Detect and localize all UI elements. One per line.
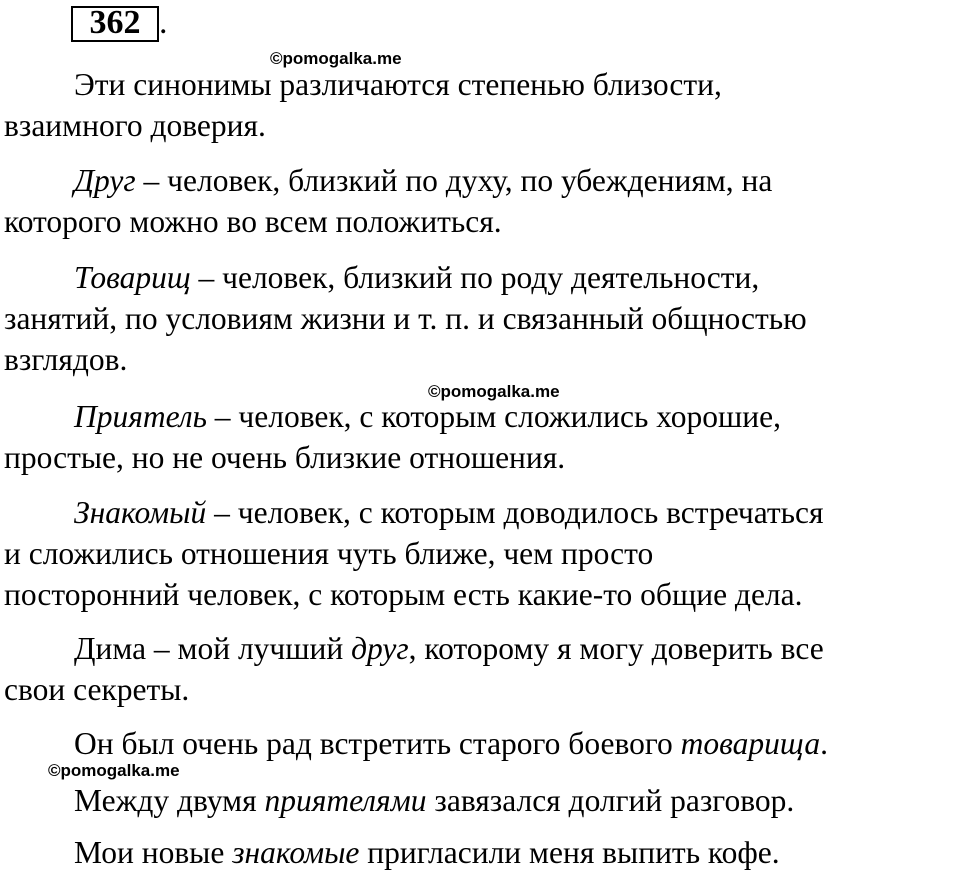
paragraph-drug bbox=[4, 160, 959, 242]
example-word-znakomyi: знакомые bbox=[232, 835, 360, 870]
exercise-number-box bbox=[71, 6, 159, 42]
definition-text: – человек, близкий по духу, по убеждениям, на которого можно во всем положиться. bbox=[4, 163, 773, 239]
paragraph-intro bbox=[4, 64, 959, 146]
definition-text: – человек, близкий по роду деятельности, занятий, по условиям жизни и т. п. и связанный общностью взглядов. bbox=[4, 260, 807, 377]
term-priyatel: Приятель bbox=[74, 399, 207, 434]
sentence-text: Мои новые bbox=[74, 835, 233, 870]
watermark: ©pomogalka.me bbox=[270, 49, 402, 68]
exercise-number: 362 bbox=[89, 4, 141, 41]
example-sentence-drug bbox=[4, 628, 959, 710]
paragraph-tovarishch bbox=[4, 257, 959, 380]
example-word-priyatel: приятелями bbox=[264, 783, 427, 818]
watermark: ©pomogalka.me bbox=[48, 761, 180, 780]
watermark: ©pomogalka.me bbox=[428, 382, 560, 401]
sentence-text: пригласили меня выпить кофе. bbox=[359, 835, 780, 870]
example-word-drug: друг bbox=[351, 631, 409, 666]
sentence-text: Между двумя bbox=[74, 783, 265, 818]
sentence-text: . bbox=[820, 726, 829, 761]
definition-text: – человек, с которым доводилось встречаться и сложились отношения чуть ближе, чем просто посторонний человек, с которым есть какие-то общие дела. bbox=[4, 495, 824, 612]
term-drug: Друг bbox=[74, 163, 136, 198]
sentence-text: , которому я могу доверить все свои секреты. bbox=[4, 631, 824, 707]
term-znakomyi: Знакомый bbox=[74, 495, 207, 530]
paragraph-text: Эти синонимы различаются степенью близости, взаимного доверия. bbox=[4, 67, 722, 143]
example-sentence-tovarishch bbox=[4, 723, 959, 764]
paragraph-priyatel bbox=[4, 396, 959, 478]
sentence-text: завязался долгий разговор. bbox=[426, 783, 795, 818]
example-sentence-znakomyi bbox=[4, 832, 959, 873]
sentence-text: Дима – мой лучший bbox=[74, 631, 352, 666]
term-tovarishch: Товарищ bbox=[74, 260, 191, 295]
exercise-number-dot: . bbox=[159, 4, 168, 41]
definition-text: – человек, с которым сложились хорошие, простые, но не очень близкие отношения. bbox=[4, 399, 781, 475]
example-word-tovarishch: товарища bbox=[680, 726, 821, 761]
paragraph-znakomyi bbox=[4, 492, 959, 615]
example-sentence-priyatel bbox=[4, 780, 959, 821]
sentence-text: Он был очень рад встретить старого боевого bbox=[74, 726, 681, 761]
